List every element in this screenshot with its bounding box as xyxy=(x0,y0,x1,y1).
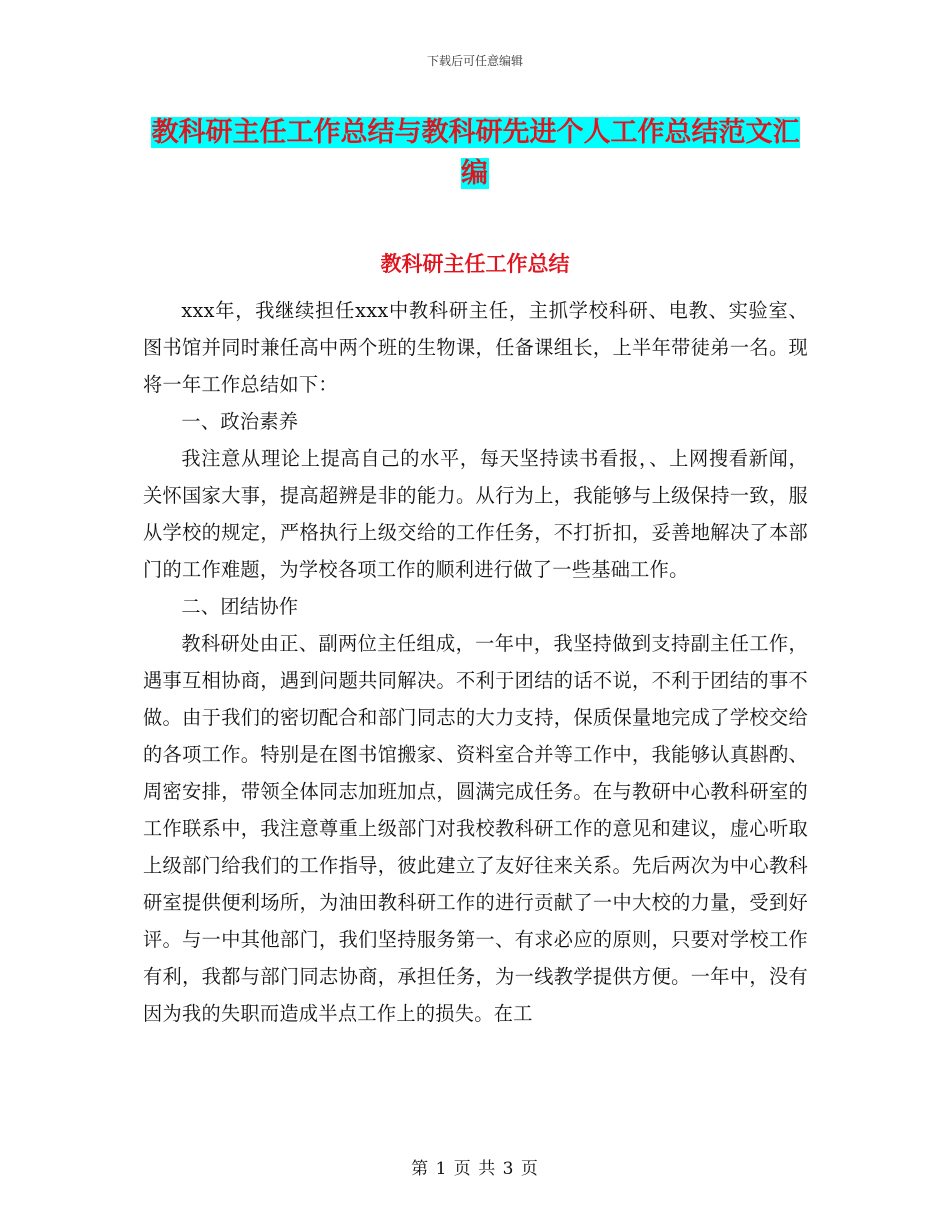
paragraph-intro: xxx年，我继续担任xxx中教科研主任，主抓学校科研、电教、实验室、图书馆并同时兼任高中两个班的生物课，任备课组长，上半年带徒弟一名。现将一年工作总结如下： xyxy=(143,299,808,396)
paragraph-teamwork: 教科研处由正、副两位主任组成，一年中，我坚持做到支持副主任工作，遇事互相协商，遇到问题共同解决。不利于团结的话不说，不利于团结的事不做。由于我们的密切配合和部门同志的大力支持，保质保量地完成了学校交给的各项工作。特别是在图书馆搬家、资料室合并等工作中，我能够认真斟酌、周密安排，带领全体同志加班加点，圆满完成任务。在与教研中心教科研室的工作联系中，我注意尊重上级部门对我校教科研工作的意见和建议，虚心听取上级部门给我们的工作指导，彼此建立了友好往来关系。先后两次为中心教科研室提供便利场所，为油田教科研工作的进行贡献了一中大校的力量，受到好评。与一中其他部门，我们坚持服务第一、有求必应的原则，只要对学校工作有利，我都与部门同志协商，承担任务，为一线教学提供方便。一年中，没有因为我的失职而造成半点工作上的损失。在工 xyxy=(143,632,808,1025)
document-title-text: 教科研主任工作总结与教科研先进个人工作总结范文汇编 xyxy=(151,117,800,189)
heading-teamwork: 二、团结协作 xyxy=(181,595,299,618)
section-title: 教科研主任工作总结 xyxy=(380,252,570,276)
document-title xyxy=(145,112,805,194)
document-body xyxy=(143,292,808,1032)
header-note: 下载后可任意编辑 xyxy=(426,54,523,68)
page-footer: 第 1 页 共 3 页 xyxy=(411,1159,539,1179)
paragraph-political: 我注意从理论上提高自己的水平，每天坚持读书看报，、上网搜看新闻，关怀国家大事，提高超辨是非的能力。从行为上，我能够与上级保持一致，服从学校的规定，严格执行上级交给的工作任务，不打折扣，妥善地解决了本部门的工作难题，为学校各项工作的顺利进行做了一些基础工作。 xyxy=(143,447,808,581)
heading-political: 一、政治素养 xyxy=(181,410,299,433)
